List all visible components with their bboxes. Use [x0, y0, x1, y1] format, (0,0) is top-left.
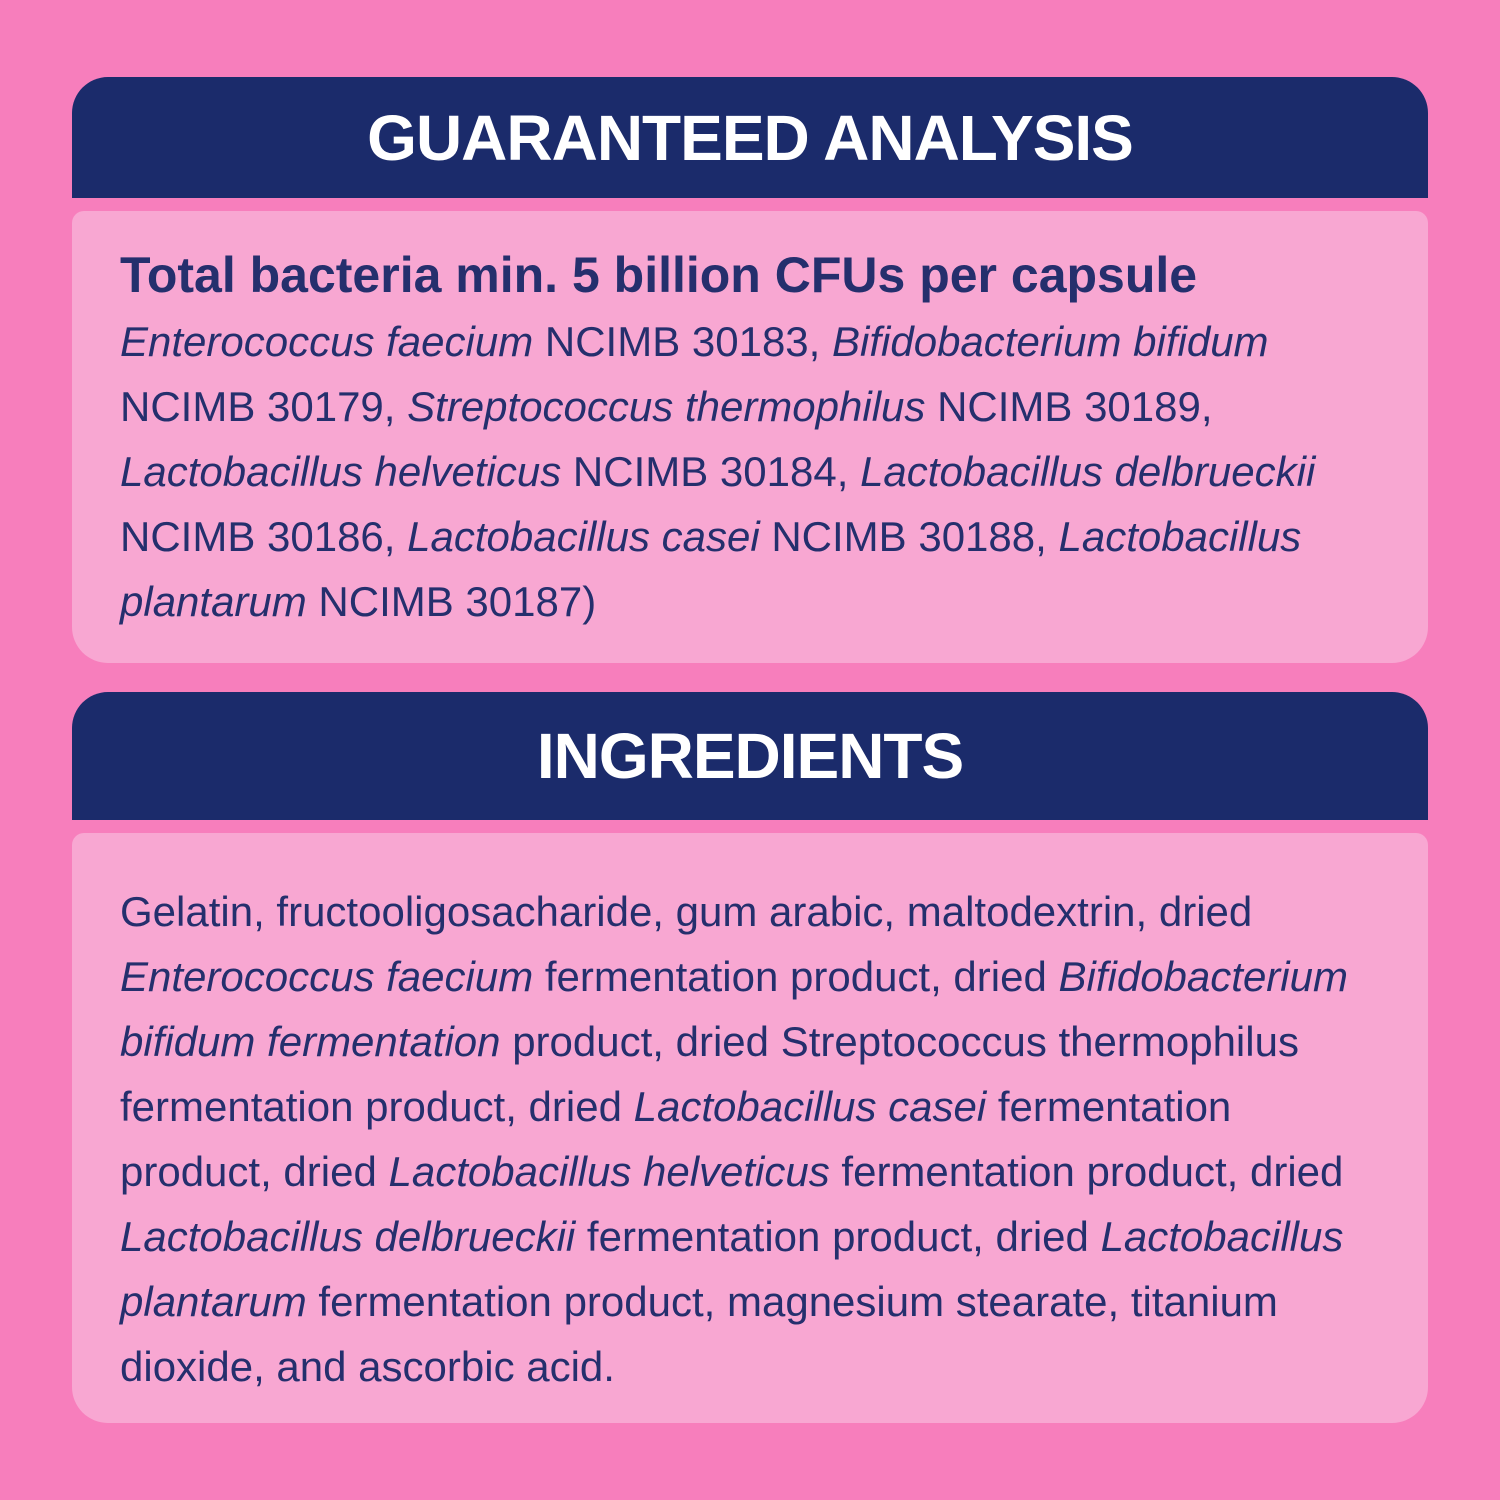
total-bacteria-headline: Total bacteria min. 5 billion CFUs per capsule	[120, 247, 1198, 303]
bacteria-strain-list	[120, 309, 1380, 634]
text-line: NCIMB 30186, Lactobacillus casei NCIMB 30188, Lactobacillus	[120, 513, 1302, 560]
text-line: Gelatin, fructooligosacharide, gum arabic, maltodextrin, dried	[120, 888, 1253, 935]
ingredients-list	[120, 879, 1380, 1399]
text-line: Enterococcus faecium fermentation product, dried Bifidobacterium	[120, 953, 1348, 1000]
text-line: Lactobacillus helveticus NCIMB 30184, Lactobacillus delbrueckii	[120, 448, 1316, 495]
guaranteed-analysis-header	[72, 77, 1428, 198]
text-line: plantarum fermentation product, magnesium stearate, titanium	[120, 1278, 1278, 1325]
text-line: NCIMB 30179, Streptococcus thermophilus NCIMB 30189,	[120, 383, 1213, 430]
guaranteed-analysis-title: GUARANTEED ANALYSIS	[367, 101, 1133, 174]
guaranteed-analysis-panel	[72, 211, 1428, 663]
text-line: fermentation product, dried Lactobacillus casei fermentation	[120, 1083, 1232, 1130]
text-line: bifidum fermentation product, dried Streptococcus thermophilus	[120, 1018, 1299, 1065]
ingredients-title: INGREDIENTS	[536, 720, 964, 792]
ingredients-panel	[72, 833, 1428, 1423]
text-line: plantarum NCIMB 30187)	[120, 578, 597, 625]
text-line: Lactobacillus delbrueckii fermentation product, dried Lactobacillus	[120, 1213, 1344, 1260]
text-line: dioxide, and ascorbic acid.	[120, 1343, 615, 1390]
ingredients-header	[72, 692, 1428, 820]
text-line: Enterococcus faecium NCIMB 30183, Bifidobacterium bifidum	[120, 318, 1269, 365]
text-line: product, dried Lactobacillus helveticus fermentation product, dried	[120, 1148, 1344, 1195]
